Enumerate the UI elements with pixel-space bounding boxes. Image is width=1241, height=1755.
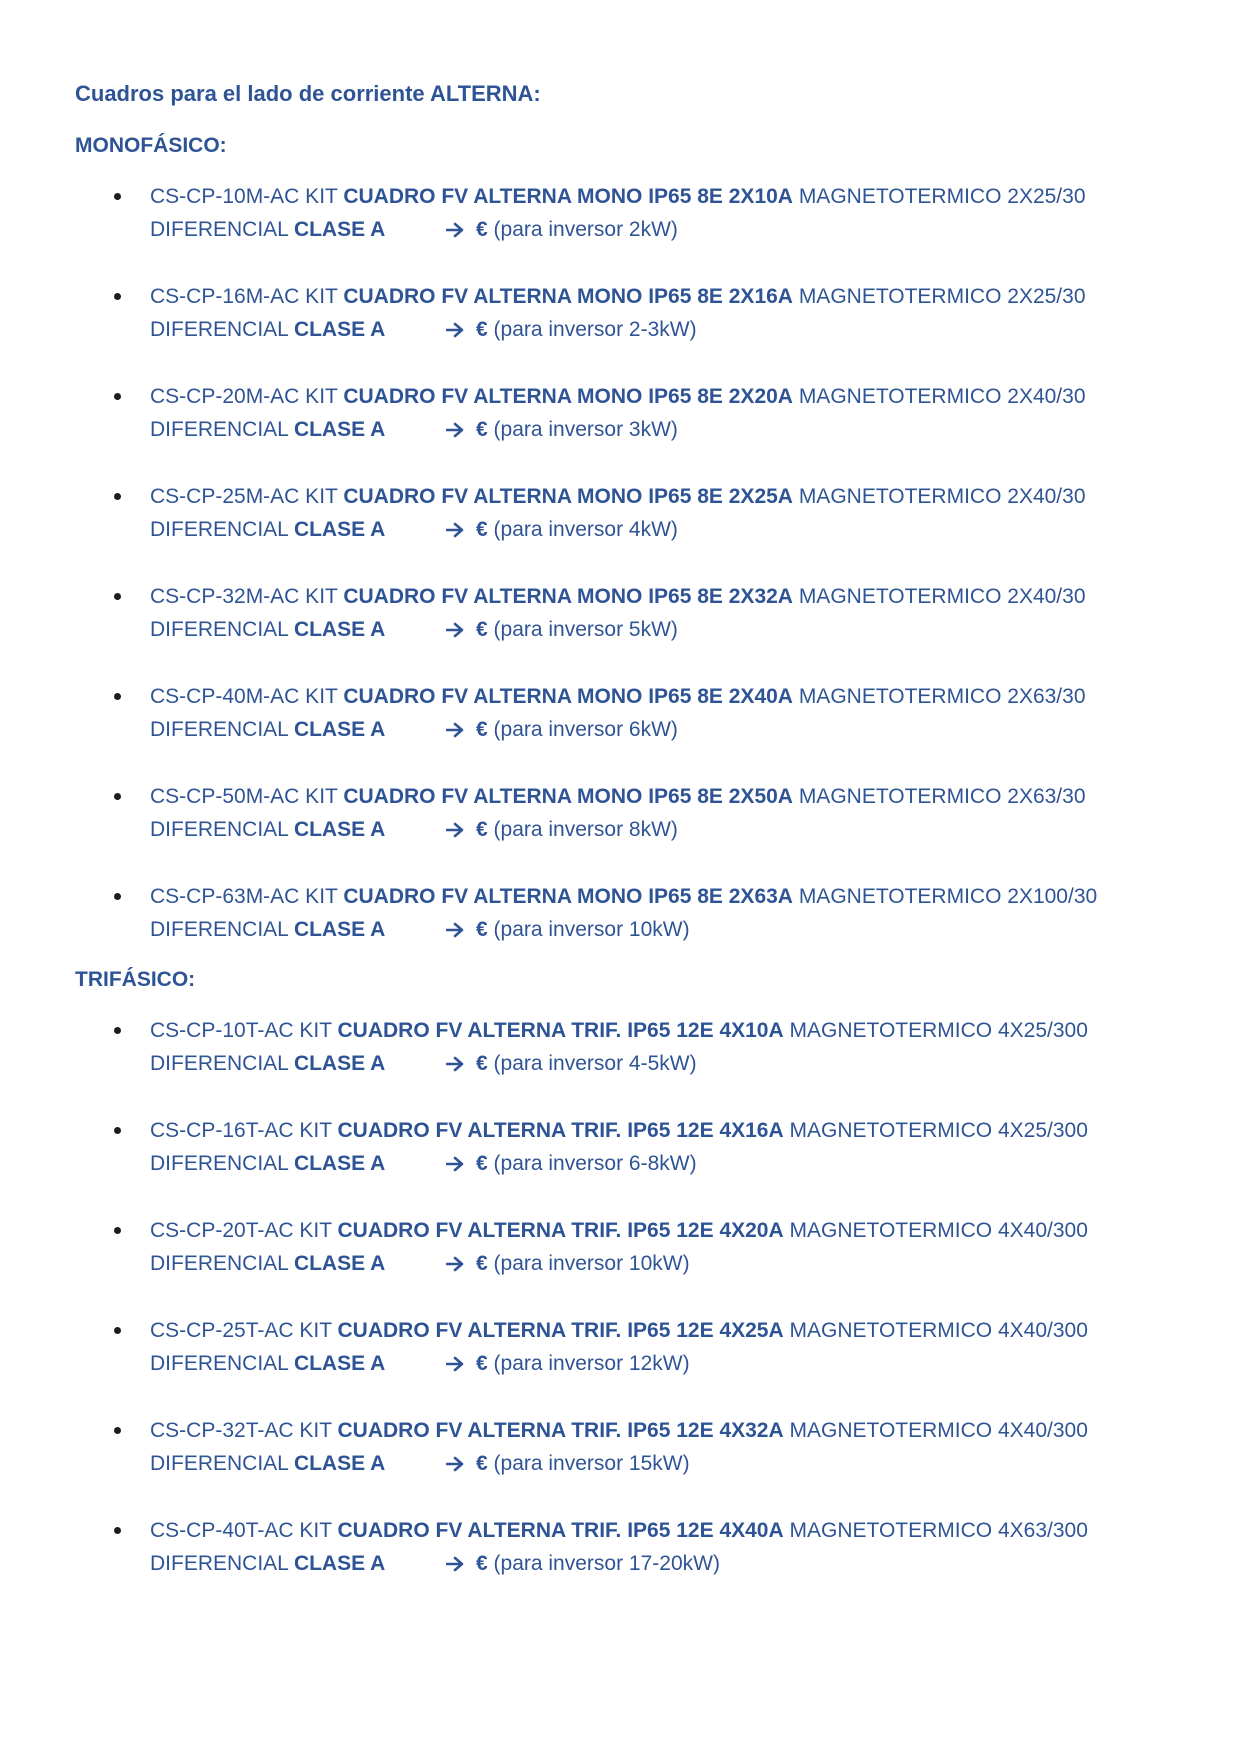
item-line-1: [150, 780, 1241, 813]
item-line-1: [150, 180, 1241, 213]
differential-class: CLASE A: [293, 218, 386, 241]
item-line-2: [150, 1147, 1241, 1180]
differential-class: CLASE A: [293, 418, 386, 441]
product-name: CUADRO FV ALTERNA MONO IP65 8E 2X25A: [343, 485, 793, 508]
bullet-icon: [114, 1127, 121, 1134]
product-code: CS-CP-10M-AC KIT: [150, 185, 338, 208]
item-line-2: [150, 913, 1241, 946]
differential-label: DIFERENCIAL: [150, 218, 289, 241]
list-item: [150, 880, 1241, 946]
differential-class: CLASE A: [293, 718, 386, 741]
differential-label: DIFERENCIAL: [150, 818, 289, 841]
item-line-2: [150, 613, 1241, 646]
price-currency: €: [476, 818, 488, 841]
item-line-2: [150, 1047, 1241, 1080]
inverter-note: (para inversor 8kW): [493, 818, 678, 841]
differential-spec: [150, 1547, 446, 1580]
item-line-2: [150, 813, 1241, 846]
product-name: CUADRO FV ALTERNA MONO IP65 8E 2X63A: [343, 885, 793, 908]
differential-spec: [150, 913, 446, 946]
breaker-spec: MAGNETOTERMICO 2X63/30: [798, 685, 1086, 708]
product-name: CUADRO FV ALTERNA TRIF. IP65 12E 4X16A: [337, 1119, 784, 1142]
product-code: CS-CP-20M-AC KIT: [150, 385, 338, 408]
inverter-note: (para inversor 6kW): [493, 718, 678, 741]
breaker-spec: MAGNETOTERMICO 4X25/300: [789, 1119, 1088, 1142]
product-name: CUADRO FV ALTERNA MONO IP65 8E 2X20A: [343, 385, 793, 408]
bullet-icon: [114, 393, 121, 400]
differential-class: CLASE A: [293, 618, 386, 641]
item-line-2: [150, 1547, 1241, 1580]
bullet-icon: [114, 593, 121, 600]
differential-spec: [150, 1247, 446, 1280]
product-list: [75, 180, 1241, 946]
price-currency: €: [476, 1052, 488, 1075]
inverter-note: (para inversor 3kW): [493, 418, 678, 441]
price-currency: €: [476, 1452, 488, 1475]
inverter-note: (para inversor 6-8kW): [493, 1152, 697, 1175]
item-line-1: [150, 1414, 1241, 1447]
list-item: [150, 1014, 1241, 1080]
item-line-2: [150, 413, 1241, 446]
differential-class: CLASE A: [293, 1352, 386, 1375]
item-line-2: [150, 713, 1241, 746]
item-line-2: [150, 213, 1241, 246]
product-name: CUADRO FV ALTERNA MONO IP65 8E 2X32A: [343, 585, 793, 608]
price-currency: €: [476, 718, 488, 741]
inverter-note: (para inversor 12kW): [493, 1352, 690, 1375]
arrow-right-icon: [446, 1356, 464, 1372]
differential-label: DIFERENCIAL: [150, 1252, 289, 1275]
differential-spec: [150, 413, 446, 446]
arrow-right-icon: [446, 1556, 464, 1572]
inverter-note: (para inversor 4kW): [493, 518, 678, 541]
differential-class: CLASE A: [293, 1152, 386, 1175]
differential-class: CLASE A: [293, 918, 386, 941]
product-code: CS-CP-16T-AC KIT: [150, 1119, 332, 1142]
section-monofasico: [75, 131, 1241, 946]
differential-label: DIFERENCIAL: [150, 718, 289, 741]
differential-label: DIFERENCIAL: [150, 1552, 289, 1575]
inverter-note: (para inversor 4-5kW): [493, 1052, 697, 1075]
bullet-icon: [114, 1527, 121, 1534]
differential-label: DIFERENCIAL: [150, 1352, 289, 1375]
product-code: CS-CP-63M-AC KIT: [150, 885, 338, 908]
item-line-2: [150, 1347, 1241, 1380]
item-line-1: [150, 1014, 1241, 1047]
arrow-right-icon: [446, 1056, 464, 1072]
price-currency: €: [476, 1252, 488, 1275]
list-item: [150, 180, 1241, 246]
product-list: [75, 1014, 1241, 1580]
section-heading: MONOFÁSICO:: [75, 134, 227, 157]
differential-label: DIFERENCIAL: [150, 618, 289, 641]
differential-class: CLASE A: [293, 1552, 386, 1575]
price-currency: €: [476, 418, 488, 441]
list-item: [150, 1314, 1241, 1380]
differential-spec: [150, 1047, 446, 1080]
bullet-icon: [114, 193, 121, 200]
arrow-right-icon: [446, 322, 464, 338]
differential-label: DIFERENCIAL: [150, 1452, 289, 1475]
item-line-2: [150, 1447, 1241, 1480]
list-item: [150, 780, 1241, 846]
product-name: CUADRO FV ALTERNA MONO IP65 8E 2X16A: [343, 285, 793, 308]
breaker-spec: MAGNETOTERMICO 4X40/300: [789, 1219, 1088, 1242]
bullet-icon: [114, 1227, 121, 1234]
bullet-icon: [114, 493, 121, 500]
product-code: CS-CP-32T-AC KIT: [150, 1419, 332, 1442]
product-code: CS-CP-50M-AC KIT: [150, 785, 338, 808]
item-line-1: [150, 680, 1241, 713]
differential-class: CLASE A: [293, 518, 386, 541]
item-line-2: [150, 513, 1241, 546]
price-currency: €: [476, 518, 488, 541]
differential-spec: [150, 713, 446, 746]
price-currency: €: [476, 1352, 488, 1375]
differential-label: DIFERENCIAL: [150, 418, 289, 441]
differential-label: DIFERENCIAL: [150, 1152, 289, 1175]
list-item: [150, 380, 1241, 446]
inverter-note: (para inversor 5kW): [493, 618, 678, 641]
product-name: CUADRO FV ALTERNA MONO IP65 8E 2X40A: [343, 685, 793, 708]
arrow-right-icon: [446, 222, 464, 238]
breaker-spec: MAGNETOTERMICO 4X25/300: [789, 1019, 1088, 1042]
product-code: CS-CP-20T-AC KIT: [150, 1219, 332, 1242]
inverter-note: (para inversor 15kW): [493, 1452, 690, 1475]
product-code: CS-CP-16M-AC KIT: [150, 285, 338, 308]
differential-spec: [150, 1347, 446, 1380]
breaker-spec: MAGNETOTERMICO 2X63/30: [798, 785, 1086, 808]
breaker-spec: MAGNETOTERMICO 2X40/30: [798, 585, 1086, 608]
breaker-spec: MAGNETOTERMICO 4X63/300: [789, 1519, 1088, 1542]
inverter-note: (para inversor 17-20kW): [493, 1552, 720, 1575]
arrow-right-icon: [446, 1156, 464, 1172]
inverter-note: (para inversor 2kW): [493, 218, 678, 241]
arrow-right-icon: [446, 522, 464, 538]
list-item: [150, 580, 1241, 646]
item-line-1: [150, 880, 1241, 913]
list-item: [150, 480, 1241, 546]
bullet-icon: [114, 1027, 121, 1034]
product-name: CUADRO FV ALTERNA TRIF. IP65 12E 4X20A: [337, 1219, 784, 1242]
page-title: Cuadros para el lado de corriente ALTERNA:: [75, 81, 541, 106]
product-name: CUADRO FV ALTERNA MONO IP65 8E 2X50A: [343, 785, 793, 808]
list-item: [150, 1214, 1241, 1280]
product-code: CS-CP-32M-AC KIT: [150, 585, 338, 608]
list-item: [150, 280, 1241, 346]
price-currency: €: [476, 1552, 488, 1575]
price-currency: €: [476, 318, 488, 341]
inverter-note: (para inversor 10kW): [493, 1252, 690, 1275]
breaker-spec: MAGNETOTERMICO 4X40/300: [789, 1419, 1088, 1442]
differential-class: CLASE A: [293, 1252, 386, 1275]
differential-label: DIFERENCIAL: [150, 318, 289, 341]
arrow-right-icon: [446, 722, 464, 738]
item-line-1: [150, 280, 1241, 313]
arrow-right-icon: [446, 1256, 464, 1272]
differential-label: DIFERENCIAL: [150, 518, 289, 541]
price-currency: €: [476, 618, 488, 641]
price-currency: €: [476, 918, 488, 941]
differential-label: DIFERENCIAL: [150, 918, 289, 941]
bullet-icon: [114, 693, 121, 700]
bullet-icon: [114, 1427, 121, 1434]
breaker-spec: MAGNETOTERMICO 2X40/30: [798, 385, 1086, 408]
differential-spec: [150, 1447, 446, 1480]
product-code: CS-CP-10T-AC KIT: [150, 1019, 332, 1042]
differential-spec: [150, 313, 446, 346]
item-line-1: [150, 1214, 1241, 1247]
item-line-1: [150, 380, 1241, 413]
arrow-right-icon: [446, 1456, 464, 1472]
item-line-1: [150, 1314, 1241, 1347]
document-content: [75, 76, 1241, 1580]
arrow-right-icon: [446, 422, 464, 438]
differential-spec: [150, 1147, 446, 1180]
breaker-spec: MAGNETOTERMICO 2X25/30: [798, 285, 1086, 308]
price-currency: €: [476, 218, 488, 241]
item-line-1: [150, 580, 1241, 613]
product-code: CS-CP-40T-AC KIT: [150, 1519, 332, 1542]
list-item: [150, 1114, 1241, 1180]
arrow-right-icon: [446, 922, 464, 938]
breaker-spec: MAGNETOTERMICO 4X40/300: [789, 1319, 1088, 1342]
item-line-1: [150, 1114, 1241, 1147]
product-name: CUADRO FV ALTERNA TRIF. IP65 12E 4X25A: [337, 1319, 784, 1342]
bullet-icon: [114, 893, 121, 900]
arrow-right-icon: [446, 622, 464, 638]
differential-class: CLASE A: [293, 1052, 386, 1075]
list-item: [150, 1414, 1241, 1480]
differential-class: CLASE A: [293, 318, 386, 341]
item-line-2: [150, 313, 1241, 346]
differential-spec: [150, 213, 446, 246]
product-code: CS-CP-25M-AC KIT: [150, 485, 338, 508]
breaker-spec: MAGNETOTERMICO 2X100/30: [798, 885, 1098, 908]
product-code: CS-CP-40M-AC KIT: [150, 685, 338, 708]
differential-class: CLASE A: [293, 818, 386, 841]
section-trifasico: [75, 965, 1241, 1580]
product-name: CUADRO FV ALTERNA MONO IP65 8E 2X10A: [343, 185, 793, 208]
item-line-1: [150, 1514, 1241, 1547]
differential-spec: [150, 613, 446, 646]
differential-spec: [150, 513, 446, 546]
differential-label: DIFERENCIAL: [150, 1052, 289, 1075]
product-code: CS-CP-25T-AC KIT: [150, 1319, 332, 1342]
inverter-note: (para inversor 2-3kW): [493, 318, 697, 341]
differential-spec: [150, 813, 446, 846]
list-item: [150, 1514, 1241, 1580]
item-line-2: [150, 1247, 1241, 1280]
breaker-spec: MAGNETOTERMICO 2X40/30: [798, 485, 1086, 508]
inverter-note: (para inversor 10kW): [493, 918, 690, 941]
section-heading: TRIFÁSICO:: [75, 968, 196, 991]
differential-class: CLASE A: [293, 1452, 386, 1475]
breaker-spec: MAGNETOTERMICO 2X25/30: [798, 185, 1086, 208]
arrow-right-icon: [446, 822, 464, 838]
bullet-icon: [114, 293, 121, 300]
price-currency: €: [476, 1152, 488, 1175]
product-name: CUADRO FV ALTERNA TRIF. IP65 12E 4X40A: [337, 1519, 784, 1542]
bullet-icon: [114, 793, 121, 800]
list-item: [150, 680, 1241, 746]
item-line-1: [150, 480, 1241, 513]
bullet-icon: [114, 1327, 121, 1334]
product-name: CUADRO FV ALTERNA TRIF. IP65 12E 4X10A: [337, 1019, 784, 1042]
product-name: CUADRO FV ALTERNA TRIF. IP65 12E 4X32A: [337, 1419, 784, 1442]
